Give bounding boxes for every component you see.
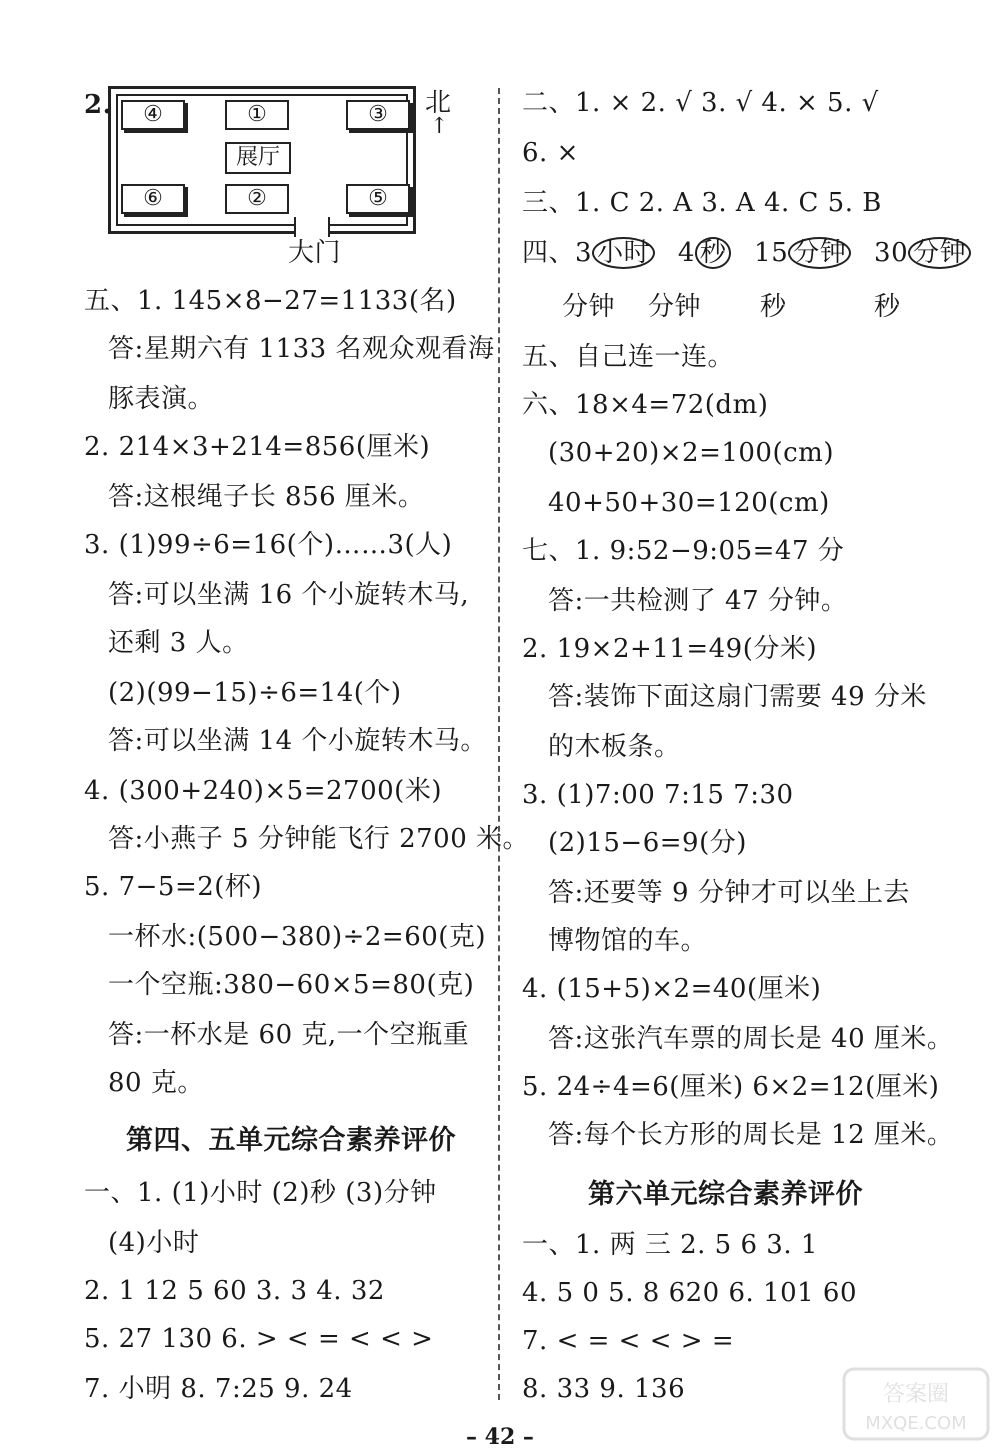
watermark-logo — [842, 1367, 990, 1441]
q4-below-unit: 秒 — [760, 292, 787, 322]
answer-line: 6. × — [522, 138, 579, 168]
answer-line: 5. 27 130 6. > < = < < > — [84, 1324, 434, 1354]
answer-line: 7. 小明 8. 7:25 9. 24 — [84, 1374, 353, 1404]
answer-line: 3. (1)99÷6=16(个)……3(人) — [84, 530, 453, 560]
svg-text:MXQE.COM: MXQE.COM — [865, 1413, 967, 1434]
answer-line: 六、18×4=72(dm) — [522, 390, 769, 420]
q4-below-unit: 秒 — [874, 292, 901, 322]
q4-below-unit: 分钟 — [648, 292, 702, 322]
booth-5: ⑤ — [346, 184, 410, 214]
q4-num: 3 — [575, 238, 593, 268]
answer-line: (2)15−6=9(分) — [548, 828, 747, 858]
answer-line: 40+50+30=120(cm) — [548, 488, 830, 518]
circled-unit: 分钟 — [908, 237, 971, 269]
booth-4: ④ — [121, 100, 185, 130]
q4-below-unit: 分钟 — [562, 292, 616, 322]
answer-line: 80 克。 — [108, 1068, 204, 1098]
answer-line: 豚表演。 — [108, 384, 215, 414]
answer-line: 5. 24÷4=6(厘米) 6×2=12(厘米) — [522, 1072, 940, 1102]
answer-line: 二、1. × 2. √ 3. √ 4. × 5. √ — [522, 88, 879, 118]
answer-line: 一、1. (1)小时 (2)秒 (3)分钟 — [84, 1178, 437, 1208]
q4-num: 4 — [677, 238, 695, 268]
answer-line: 五、1. 145×8−27=1133(名) — [84, 286, 457, 316]
exhibition-map — [108, 86, 416, 234]
answer-line: 五、自己连一连。 — [522, 342, 735, 372]
booth-6: ⑥ — [121, 184, 185, 214]
exhibition-hall: 展厅 — [225, 142, 291, 174]
answer-line: 答:可以坐满 14 个小旋转木马。 — [108, 726, 487, 756]
answer-line: 4. 5 0 5. 8 620 6. 101 60 — [522, 1278, 857, 1308]
answer-line: 2. 19×2+11=49(分米) — [522, 634, 818, 664]
column-divider — [498, 88, 500, 1400]
booth-2: ② — [225, 184, 289, 214]
circled-unit: 分钟 — [788, 237, 851, 269]
answer-line: 答:每个长方形的周长是 12 厘米。 — [548, 1120, 954, 1150]
answer-line: 2. 1 12 5 60 3. 3 4. 32 — [84, 1276, 385, 1306]
answer-line: 5. 7−5=2(杯) — [84, 872, 263, 902]
answer-line: 3. (1)7:00 7:15 7:30 — [522, 780, 794, 810]
answer-line: (2)(99−15)÷6=14(个) — [108, 678, 402, 708]
answer-line: 答:一杯水是 60 克,一个空瓶重 — [108, 1020, 470, 1050]
answer-line: 答:装饰下面这扇门需要 49 分米 — [548, 682, 927, 712]
q4-row — [522, 236, 971, 270]
answer-line: 8. 33 9. 136 — [522, 1374, 686, 1404]
answer-line: 答:这根绳子长 856 厘米。 — [108, 482, 425, 512]
answer-line: 4. (300+240)×5=2700(米) — [84, 776, 442, 806]
answer-line: 还剩 3 人。 — [108, 628, 249, 658]
answer-line: 答:小燕子 5 分钟能飞行 2700 米。 — [108, 824, 530, 854]
answer-line: 七、1. 9:52−9:05=47 分 — [522, 536, 845, 566]
answer-line: (30+20)×2=100(cm) — [548, 438, 834, 468]
answer-line: 2. 214×3+214=856(厘米) — [84, 432, 431, 462]
answer-line: 博物馆的车。 — [548, 926, 708, 956]
answer-line: 三、1. C 2. A 3. A 4. C 5. B — [522, 188, 882, 218]
answer-line: 一个空瓶:380−60×5=80(克) — [108, 970, 475, 1000]
answer-line: 答:可以坐满 16 个小旋转木马, — [108, 580, 470, 610]
circled-unit: 小时 — [592, 237, 655, 269]
answer-line: 答:还要等 9 分钟才可以坐上去 — [548, 878, 910, 908]
answer-line: 4. (15+5)×2=40(厘米) — [522, 974, 822, 1004]
gate-label: 大门 — [288, 238, 342, 268]
question-number: 2. — [84, 90, 113, 120]
map-gate-opening — [294, 217, 330, 237]
q4-num: 15 — [754, 238, 789, 268]
answer-line: 答:这张汽车票的周长是 40 厘米。 — [548, 1024, 954, 1054]
q4-num: 30 — [874, 238, 909, 268]
north-arrow-icon: ↑ — [430, 114, 449, 139]
answer-line: 的木板条。 — [548, 732, 681, 762]
booth-1: ① — [225, 100, 289, 130]
north-label: 北 — [425, 88, 452, 118]
section-title: 第六单元综合素养评价 — [588, 1179, 863, 1210]
answer-line: 答:星期六有 1133 名观众观看海 — [108, 334, 495, 364]
page-number: – 42 – — [466, 1424, 534, 1450]
answer-line: 7. < = < < > = — [522, 1326, 735, 1356]
answer-line: 答:一共检测了 47 分钟。 — [548, 586, 848, 616]
section-title: 第四、五单元综合素养评价 — [126, 1125, 456, 1156]
booth-3: ③ — [346, 100, 410, 130]
answer-line: (4)小时 — [108, 1228, 200, 1258]
answer-line: 一、1. 两 三 2. 5 6 3. 1 — [522, 1230, 818, 1260]
q4-prefix: 四、 — [522, 238, 576, 268]
answer-line: 一杯水:(500−380)÷2=60(克) — [108, 922, 487, 952]
svg-text:答案圈: 答案圈 — [882, 1382, 950, 1407]
circled-unit: 秒 — [695, 237, 732, 269]
